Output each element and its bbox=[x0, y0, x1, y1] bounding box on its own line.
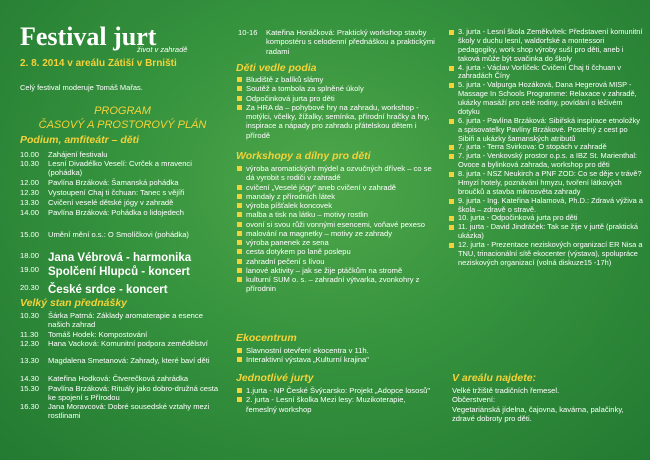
list-item: výroba panenek ze sena bbox=[236, 238, 436, 247]
schedule-time: 20.30 bbox=[20, 283, 40, 292]
schedule-row bbox=[20, 159, 225, 178]
workshops-heading: Workshopy a dílny pro děti bbox=[236, 150, 371, 162]
list-item: Slavnostní otevření ekocentra v 11h. bbox=[236, 346, 436, 355]
schedule-time: 14.00 bbox=[20, 208, 40, 217]
list-item: výroba píšťalek koncovek bbox=[236, 201, 436, 210]
schedule-time: 19.00 bbox=[20, 265, 40, 274]
schedule-text: Zahájení festivalu bbox=[48, 150, 108, 159]
list-item: kulturní SUM o. s. – zahradní výtvarka, zvonkohry z přírodnin bbox=[236, 275, 436, 294]
schedule-text: Spolčení Hlupců - koncert bbox=[48, 266, 190, 278]
list-item: malba a tisk na látku – motivy rostlin bbox=[236, 210, 436, 219]
schedule-row bbox=[20, 311, 225, 330]
list-item: cesta dotykem po laně poslepu bbox=[236, 247, 436, 256]
yurts-list-continued bbox=[448, 28, 644, 268]
schedule-text: Jana Vébrová - harmonika bbox=[48, 252, 192, 264]
eco-heading: Ekocentrum bbox=[236, 332, 297, 344]
schedule-text: Umění mění o.s.: O Smolíčkovi (pohádka) bbox=[48, 230, 189, 239]
list-item: mandaly z přírodních látek bbox=[236, 192, 436, 201]
program-heading bbox=[20, 105, 225, 133]
schedule-text: Pavlína Brzáková: Rituály jako dobro-družná cesta ke spojení s Přírodou bbox=[48, 384, 219, 403]
schedule-text: Vystoupení Chaj ti čchuan: Tanec s vějíři bbox=[48, 188, 185, 197]
schedule-text: Lesní Divadélko Veselí: Cvrček a mravenci (pohádka) bbox=[48, 159, 192, 178]
schedule-row bbox=[20, 356, 225, 365]
kids-list bbox=[236, 75, 436, 140]
festival-subtitle: život v zahradě bbox=[137, 45, 188, 54]
list-item: Bludiště z balíků slámy bbox=[236, 75, 436, 84]
festival-date: 2. 8. 2014 v areálu Zátiší v Brništi bbox=[20, 58, 177, 69]
list-item: ovoní si svou růži vonnými esencemi, voňavé pexeso bbox=[236, 220, 436, 229]
list-item: 6. jurta - Pavlína Brzáková: Sibiřská inspirace etnoložky a spisovatelky Pavlíny Brzákové. Postelný z cest po Sibiři a ukázky šamanských atributů bbox=[448, 117, 644, 144]
list-item: 11. jurta - David Jindráček: Tak se žije v jurtě (praktická ukázka) bbox=[448, 223, 644, 241]
list-item: 8. jurta - NSZ Neukirch a PNF ZOD: Co se děje v trávě? Hmyzí hotely, poznávání hmyzu, tvoření látkových broučků a stavba mikrosvěta zahrady bbox=[448, 170, 644, 197]
schedule-text: Kateřina Hodková: Čtverečková zahrádka bbox=[48, 374, 189, 383]
list-item: 9. jurta - Ing. Kateřina Halamová, Ph.D.: Zdravá výživa a škola – zdravě o stravě. bbox=[448, 197, 644, 215]
schedule-time: 18.00 bbox=[20, 251, 40, 260]
schedule-row bbox=[20, 374, 225, 383]
schedule-row bbox=[20, 402, 225, 421]
list-item: Za HRA da – pohybové hry na zahradu, workshop - motýlci, včelky, žížalky, semínka, přírodní hračky a hry, inspirace a nápady pro zahradu přátelskou dětem i přírodě bbox=[236, 103, 436, 140]
yurts-list bbox=[236, 386, 436, 414]
list-item: 1.jurta - NP České Švýcarsko: Projekt „Adopce lososů" bbox=[236, 386, 436, 395]
list-item: 5. jurta - Valpurga Hozáková, Dana Hegerová MISP - Massage In Schools Programme: Relaxace v zahradě, ukázky masáží pro celé rodiny, povídání o léčivém dotyku bbox=[448, 81, 644, 117]
schedule-text: Tomáš Hodek: Kompostování bbox=[48, 330, 148, 339]
schedule-text: České srdce - koncert bbox=[48, 284, 168, 296]
schedule-time: 15.30 bbox=[20, 384, 40, 393]
list-item: zahradní pečení s lívou bbox=[236, 257, 436, 266]
area-info bbox=[452, 386, 642, 423]
list-item: Soutěž a tombola za splněné úkoly bbox=[236, 84, 436, 93]
kids-heading: Děti vedle podia bbox=[236, 62, 317, 74]
schedule-time: 12.30 bbox=[20, 188, 40, 197]
schedule-text: Magdalena Smetanová: Zahrady, které baví děti bbox=[48, 356, 210, 365]
schedule-row bbox=[20, 188, 225, 197]
program-line1: PROGRAM bbox=[94, 105, 151, 117]
schedule-row bbox=[20, 339, 225, 348]
schedule-row bbox=[20, 265, 225, 279]
schedule-time: 12.00 bbox=[20, 178, 40, 187]
list-item: 12. jurta - Prezentace neziskových organizací ER Nisa a TNU, trinacionální sítě ekocenter (výstava), spolupráce neziskových organizací (volná diskuze15 -17h) bbox=[448, 241, 644, 268]
schedule-text: Pavlína Brzáková: Šamanská pohádka bbox=[48, 178, 179, 187]
list-item: cvičení „Veselé jógy" aneb cvičení v zahradě bbox=[236, 183, 436, 192]
schedule-row bbox=[20, 178, 225, 187]
list-item: 7. jurta - Terra Svirkova: O stopách v zahradě bbox=[448, 143, 644, 152]
schedule-row bbox=[20, 230, 225, 239]
compost-workshop bbox=[238, 28, 438, 56]
area-line: Vegetariánská jídelna, čajovna, kavárna, palačinky, zdravé dobroty pro děti. bbox=[452, 404, 624, 423]
festival-title: Festival jurt bbox=[20, 22, 157, 51]
schedule-row bbox=[20, 251, 225, 265]
program-line2: ČASOVÝ A PROSTOROVÝ PLÁN bbox=[38, 118, 207, 131]
schedule-row bbox=[20, 384, 225, 403]
list-item: 3. jurta - Lesní škola Zeměkvítek: Představení komunitní školy v duchu lesní, waldorfské a montessori pedagogiky, work shop výroby suší pro děti, aneb i taková může být svačinka do školy bbox=[448, 28, 644, 64]
list-item: lanové aktivity – jak se žije ptáčkům na stromě bbox=[236, 266, 436, 275]
list-item: Odpočinková jurta pro děti bbox=[236, 94, 436, 103]
list-item: výroba aromatických mýdel a ozvučných dřívek – co se dá vyrobit s rodiči v zahradě bbox=[236, 164, 436, 183]
schedule-row bbox=[20, 208, 225, 217]
schedule-time: 16.30 bbox=[20, 402, 40, 411]
area-line: Občerstvení: bbox=[452, 395, 496, 405]
list-item: 7. jurta - Venkovský prostor o.p.s. a IBZ St. Marienthal: Ovoce a bylinková zahrada, workshop pro děti bbox=[448, 152, 644, 170]
schedule-row bbox=[20, 330, 225, 339]
list-item: malování na magnetky – motivy ze zahrady bbox=[236, 229, 436, 238]
list-item: 4. jurta - Václav Vorlíček: Cvičení Chaj ti čchuan v zahradách Číny bbox=[448, 64, 644, 82]
tent-heading: Velký stan přednášky bbox=[20, 297, 127, 309]
schedule-time: 14.30 bbox=[20, 374, 40, 383]
workshop-time: 10-16 bbox=[238, 28, 258, 37]
stage-heading: Podium, amfiteátr – děti bbox=[20, 134, 140, 146]
schedule-row bbox=[20, 198, 225, 207]
area-heading: V areálu najdete: bbox=[452, 372, 537, 384]
schedule-time: 15.00 bbox=[20, 230, 40, 239]
schedule-text: Jana Moravcová: Dobré sousedské vztahy mezi rostlinami bbox=[48, 402, 210, 421]
schedule-text: Cvičení veselé dětské jógy v zahradě bbox=[48, 198, 174, 207]
schedule-row bbox=[20, 283, 225, 297]
list-item: 2. jurta - Lesní školka Mezi lesy: Muzikoterapie, řemeslný workshop bbox=[236, 395, 436, 414]
schedule-text: Šárka Patrná: Základy aromaterapie a esence našich zahrad bbox=[48, 311, 203, 330]
yurts-heading: Jednotlivé jurty bbox=[236, 372, 314, 384]
schedule-time: 12.30 bbox=[20, 339, 40, 348]
schedule-time: 10.00 bbox=[20, 150, 40, 159]
list-item: Interaktivní výstava „Kulturní krajina" bbox=[236, 355, 436, 364]
area-line: Velké tržiště tradičních řemesel. bbox=[452, 386, 560, 395]
schedule-time: 13.30 bbox=[20, 198, 40, 207]
moderator-note: Celý festival moderuje Tomáš Mařas. bbox=[20, 83, 143, 92]
schedule-text: Hana Vacková: Komunitní podpora zemědělství bbox=[48, 339, 208, 348]
schedule-time: 10.30 bbox=[20, 159, 40, 168]
eco-list bbox=[236, 346, 436, 365]
schedule-time: 10.30 bbox=[20, 311, 40, 320]
workshop-text: Kateřina Horáčková: Praktický workshop stavby kompostéru s celodenní přednáškou a praktickými radami bbox=[266, 28, 435, 56]
schedule-time: 11.30 bbox=[20, 330, 39, 339]
workshops-list bbox=[236, 164, 436, 294]
schedule-time: 13.30 bbox=[20, 356, 40, 365]
list-item: 10. jurta - Odpočinková jurta pro děti bbox=[448, 214, 644, 223]
schedule-row bbox=[20, 150, 225, 159]
schedule-text: Pavlína Brzáková: Pohádka o lidojedech bbox=[48, 208, 184, 217]
